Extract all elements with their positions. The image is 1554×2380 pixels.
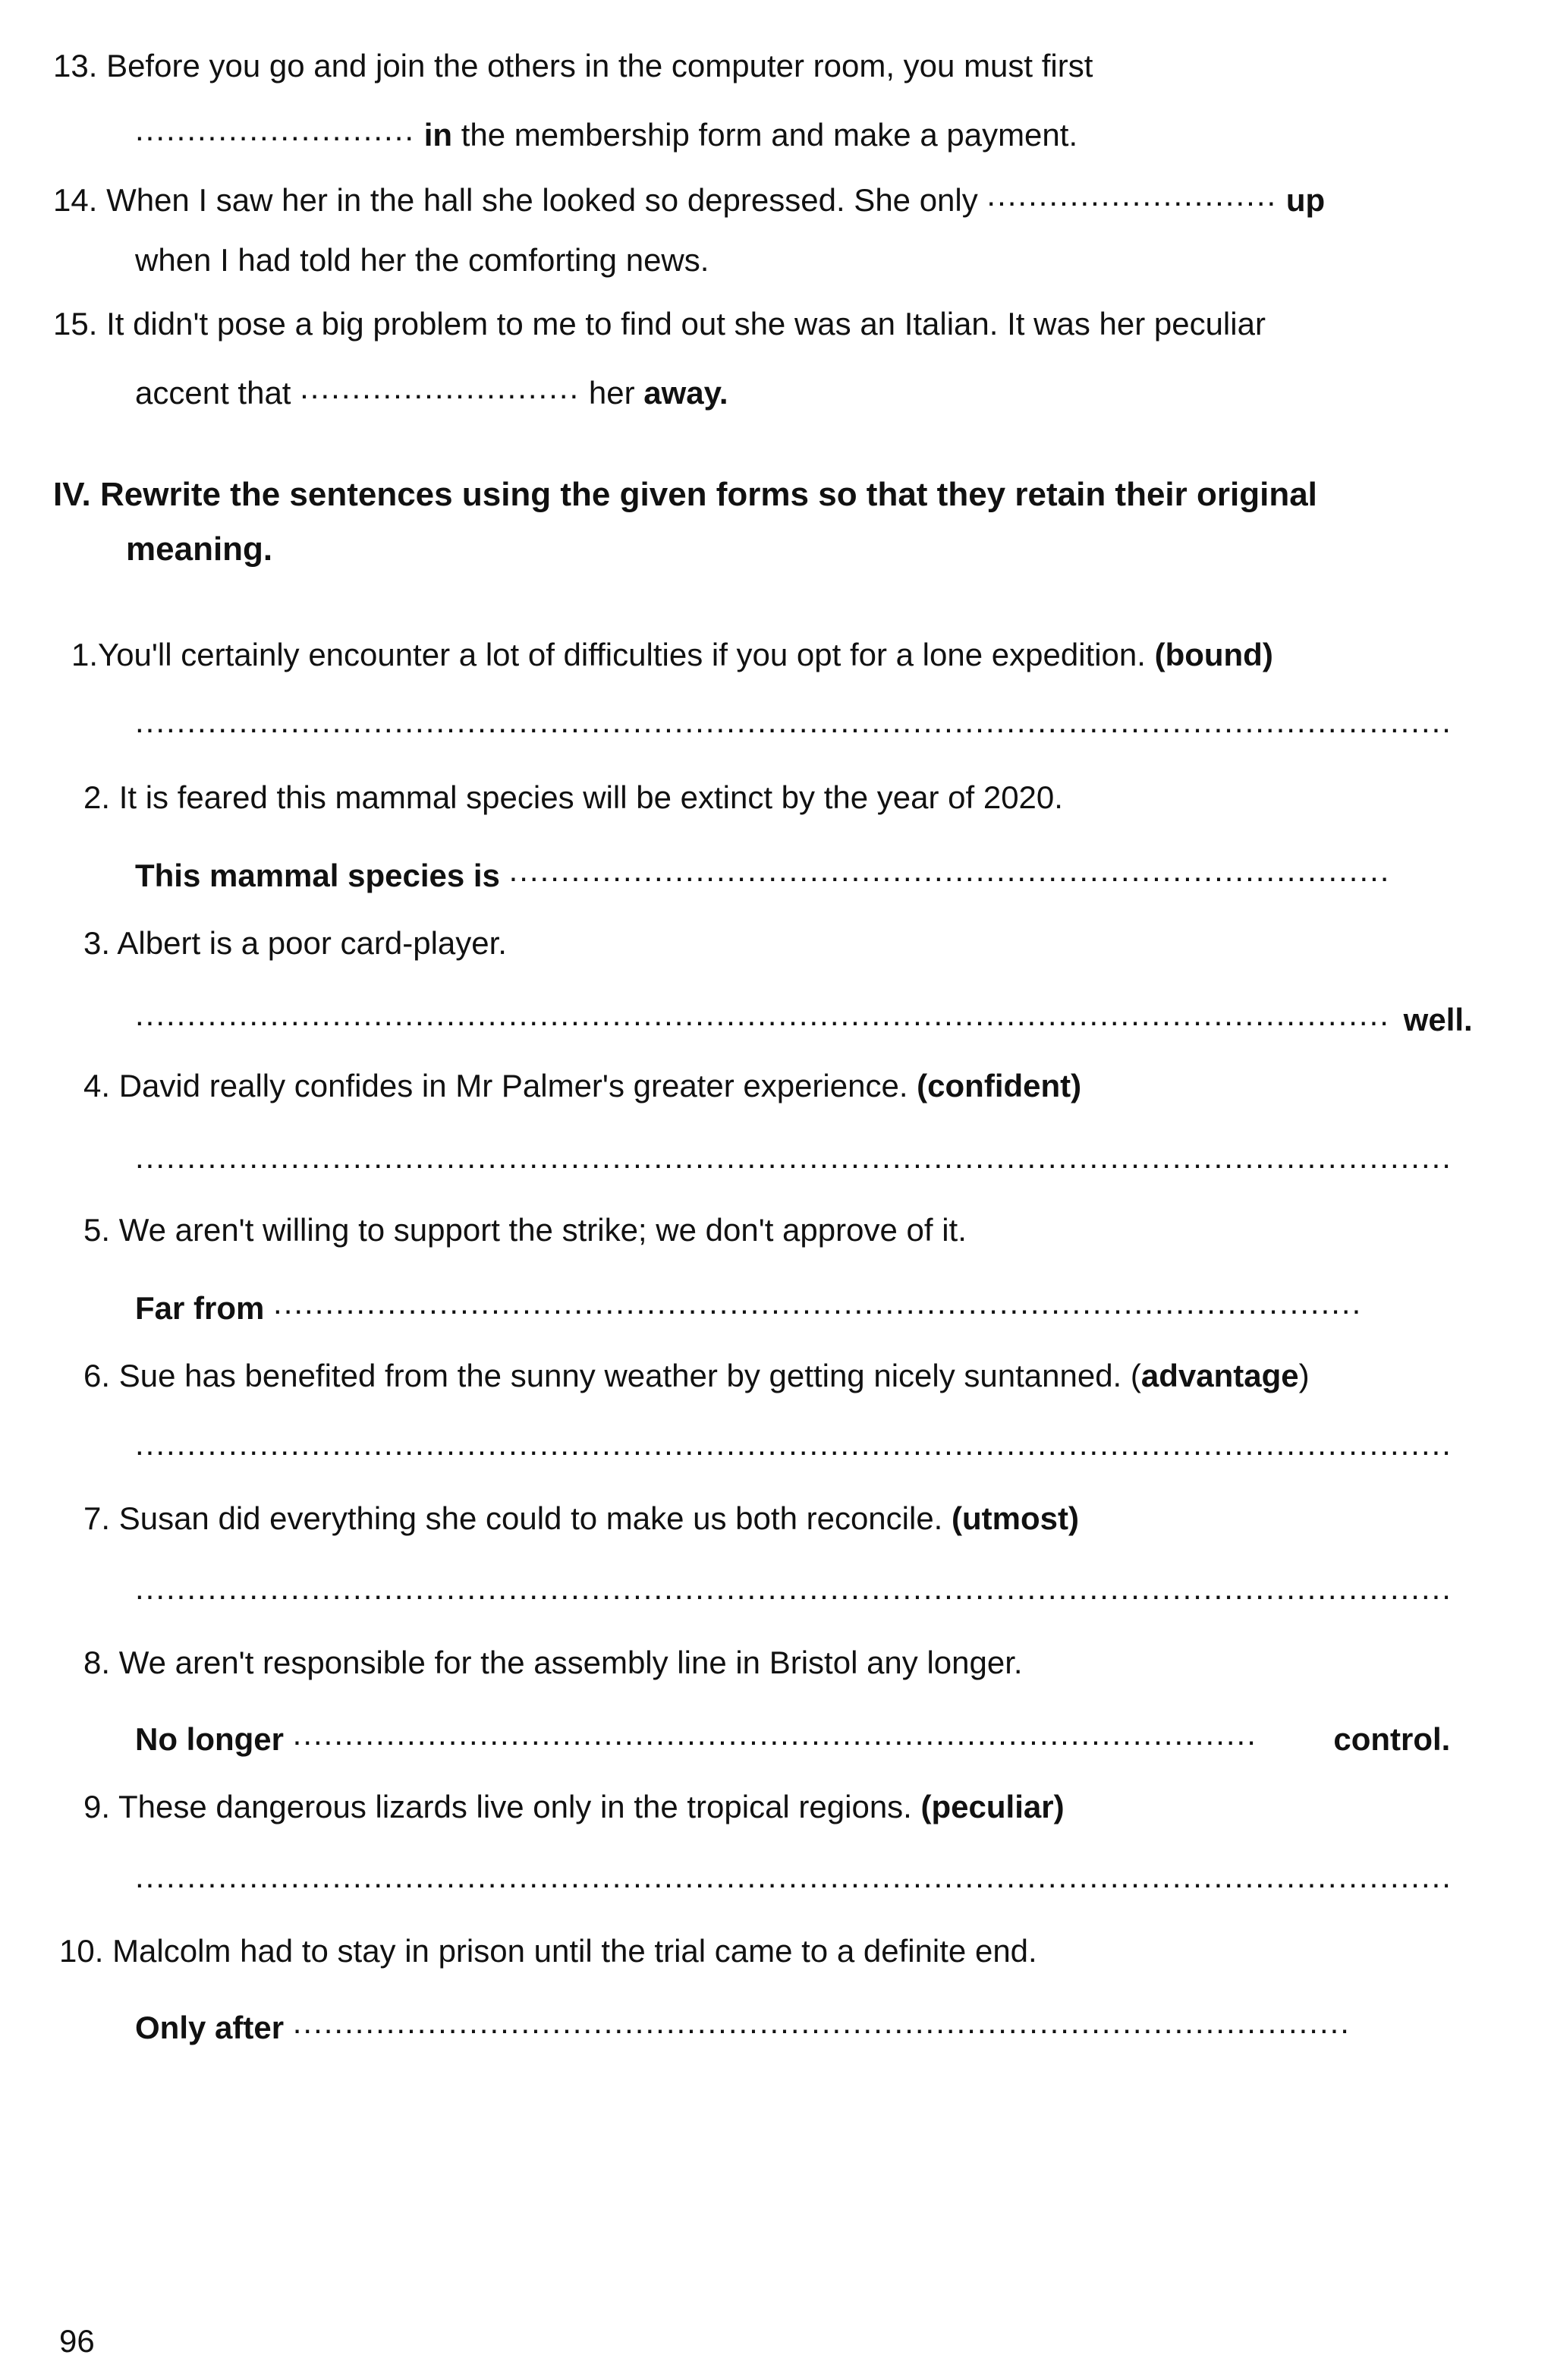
item-14-text: When I saw her in the hall she looked so depressed. She only <box>106 182 978 218</box>
exercise-1-answer-line[interactable] <box>135 706 1486 743</box>
item-13-text-rest: the membership form and make a payment. <box>461 117 1078 153</box>
item-13-line-2 <box>135 114 1077 151</box>
section-heading-line-1 <box>53 478 1317 512</box>
exercise-10 <box>59 1935 1037 1967</box>
exercise-10-prompt: Only after <box>135 2010 285 2045</box>
exercise-1-key: (bound) <box>1154 637 1273 672</box>
exercise-4 <box>83 1070 1081 1102</box>
section-number: IV. <box>53 476 91 513</box>
section-title-2: meaning. <box>126 530 273 568</box>
exercise-2-answer-line <box>135 855 1427 892</box>
exercise-6-key: advantage <box>1140 1358 1299 1393</box>
section-title: Rewrite the sentences using the given forms so that they retain their original <box>100 476 1317 513</box>
exercise-3-number: 3. <box>83 925 111 961</box>
exercise-8-prompt: No longer <box>135 1721 284 1757</box>
exercise-6 <box>83 1360 1310 1392</box>
item-15-line-1 <box>53 308 1266 340</box>
exercise-8-answer-dots[interactable]: ............................................................................................. <box>292 1718 1257 1750</box>
exercise-10-answer-dots[interactable]: ...................................................................................................... <box>292 2007 1351 2038</box>
exercise-9-text: These dangerous lizards live only in the tropical regions. <box>118 1789 912 1824</box>
exercise-4-answer-line[interactable] <box>135 1141 1486 1179</box>
exercise-5-answer-line <box>135 1287 1472 1324</box>
exercise-6-answer-line[interactable] <box>135 1428 1486 1465</box>
item-13-line-1 <box>53 50 1093 82</box>
exercise-5-number: 5. <box>83 1212 111 1248</box>
exercise-5-prompt: Far from <box>135 1290 265 1326</box>
exercise-9 <box>83 1791 1065 1823</box>
exercise-1-answer-dots[interactable]: ............................................................................................................................... <box>135 706 1452 738</box>
item-15-text-mid: her <box>588 375 635 411</box>
exercise-3-answer-line <box>135 999 1473 1036</box>
item-13-number: 13. <box>53 48 98 83</box>
item-13-blank[interactable]: ........................... <box>135 114 416 146</box>
exercise-10-answer-line <box>135 2007 1461 2044</box>
exercise-3-answer-dots[interactable]: ......................................................................................................................... <box>135 999 1390 1031</box>
exercise-6-key-close: ) <box>1298 1358 1310 1393</box>
item-15-text-start: accent that <box>135 375 291 411</box>
exercise-10-number: 10. <box>59 1933 104 1969</box>
exercise-5-answer-dots[interactable]: ......................................................................................................... <box>273 1287 1363 1319</box>
item-15-keyword: away. <box>643 375 728 411</box>
exercise-8-suffix: control. <box>1333 1721 1451 1757</box>
exercise-6-number: 6. <box>83 1358 111 1393</box>
exercise-9-key: (peculiar) <box>920 1789 1065 1824</box>
exercise-5 <box>83 1214 967 1246</box>
item-15-line-2 <box>135 372 728 409</box>
item-15-text: It didn't pose a big problem to me to find out she was an Italian. It was her peculiar <box>106 306 1266 342</box>
exercise-9-number: 9. <box>83 1789 111 1824</box>
exercise-3-text: Albert is a poor card-player. <box>117 925 507 961</box>
page-number: 96 <box>59 2323 95 2359</box>
exercise-7-number: 7. <box>83 1500 111 1536</box>
exercise-7-answer-dots[interactable]: ............................................................................................................................... <box>135 1572 1452 1604</box>
exercise-1-text: You'll certainly encounter a lot of difficulties if you opt for a lone expedition. <box>98 637 1146 672</box>
item-14-line-1 <box>53 179 1325 216</box>
exercise-8-text: We aren't responsible for the assembly line in Bristol any longer. <box>118 1645 1023 1680</box>
exercise-4-answer-dots[interactable]: ............................................................................................................................... <box>135 1141 1452 1173</box>
exercise-2-answer-dots[interactable]: ..................................................................................... <box>508 855 1391 886</box>
exercise-3 <box>83 927 507 959</box>
item-14-blank[interactable]: ............................ <box>986 179 1278 211</box>
exercise-7-key: (utmost) <box>952 1500 1079 1536</box>
exercise-7 <box>83 1500 1079 1536</box>
exercise-4-number: 4. <box>83 1068 111 1103</box>
exercise-7-answer-line[interactable] <box>135 1572 1486 1610</box>
item-13-text: Before you go and join the others in the computer room, you must first <box>106 48 1093 83</box>
exercise-2-number: 2. <box>83 779 111 815</box>
exercise-6-text: Sue has benefited from the sunny weather by getting nicely suntanned. <box>118 1358 1122 1393</box>
exercise-4-text: David really confides in Mr Palmer's greater experience. <box>118 1068 908 1103</box>
item-13-keyword: in <box>423 117 453 153</box>
exercise-6-key-open: ( <box>1130 1358 1141 1393</box>
item-15-number: 15. <box>53 306 98 342</box>
exercise-4-key: (confident) <box>917 1068 1082 1103</box>
item-14-line-2 <box>135 244 709 276</box>
exercise-3-suffix: well. <box>1403 1002 1473 1037</box>
exercise-8 <box>83 1647 1023 1679</box>
item-14-keyword: up <box>1285 182 1326 218</box>
exercise-5-text: We aren't willing to support the strike; we don't approve of it. <box>118 1212 967 1248</box>
item-15-blank[interactable]: ........................... <box>300 372 580 404</box>
exercise-2-prompt: This mammal species is <box>135 858 500 893</box>
exercise-10-text: Malcolm had to stay in prison until the trial came to a definite end. <box>112 1933 1037 1969</box>
exercise-1 <box>71 639 1273 671</box>
exercise-8-answer-line <box>135 1718 1450 1755</box>
exercise-6-answer-dots[interactable]: ............................................................................................................................... <box>135 1428 1452 1460</box>
item-14-text-2: when I had told her the comforting news. <box>135 242 709 278</box>
exercise-7-text: Susan did everything she could to make us both reconcile. <box>118 1500 943 1536</box>
section-heading-line-2 <box>126 530 273 568</box>
exercise-2 <box>83 779 1063 815</box>
exercise-9-answer-line[interactable] <box>135 1861 1478 1898</box>
item-14-number: 14. <box>53 182 98 218</box>
exercise-9-answer-dots[interactable]: ............................................................................................................................... <box>135 1861 1452 1893</box>
exercise-8-number: 8. <box>83 1645 111 1680</box>
exercise-2-text: It is feared this mammal species will be extinct by the year of 2020. <box>118 779 1063 815</box>
exercise-1-number: 1. <box>71 637 99 672</box>
